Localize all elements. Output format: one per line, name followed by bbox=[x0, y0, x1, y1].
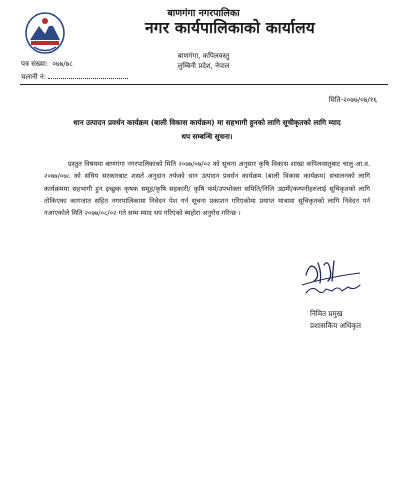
document-date: मिति-२०७७/०७/१६ bbox=[328, 96, 377, 104]
office-province: लुम्बिनी प्रदेश, नेपाल bbox=[177, 62, 230, 70]
subject-line-1: धान उत्पादन प्रवर्धन कार्यक्रम (बाली विकास कार्यक्रम) मा सहभागी हुनको लागि सूचीकृतको लागि म्याद bbox=[73, 118, 341, 127]
dispatch-number-label: चलानी नं: bbox=[21, 73, 47, 81]
dispatch-number-blank bbox=[48, 72, 128, 79]
municipality-name: बाणगंगा नगरपालिका bbox=[167, 8, 240, 19]
office-title: नगर कार्यपालिकाको कार्यालय bbox=[145, 19, 315, 37]
subject-line-2: थप सम्बन्धि सूचना। bbox=[181, 132, 233, 141]
signatory-name: निमित प्रमुख bbox=[310, 309, 343, 318]
dispatch-number bbox=[21, 72, 128, 82]
body-paragraph: प्रस्तुत विषयमा बाणगंगा नगरपालिकाको मिति २०७७/०७/०२ को सूचना अनुसार कृषि विकास शाखा कपिलवस्तुबाट चालु आ.व. २०७७/०७८ को संघिय सरकारबाट शसर्त अनुदान तर्फको धान उत्पादन प्रवर्धन कार्यक्रम (बाली विकास कार्यक्रम) संचालनको लागि कार्यक्रममा सहभागी हुन इच्छुक कृषक समूह/कृषि सहकारी/ कृषि फर्म/उपभोक्ता समिति/निजि उद्यमी/कम्पनीहरुलाई सूचिकृतको लागि तोकिएका कागजात सहित नगरपालिकामा निवेदन पेश गर्न सूचना प्रकाशन गरिएकोमा प्रयाप्त मात्रामा सूचिकृतको लागि निवेदन पर्न नआएकोले मिति २०७७/०८/०२ गते सम्म म्याद थप गरिएको ब्यहोरा अनुरोध गरिन्छ । bbox=[44, 160, 370, 218]
office-address: बाणगंगा, कपिलवस्तु bbox=[177, 52, 230, 60]
notice-body bbox=[44, 158, 370, 219]
letter-number-label: पत्र संख्या: bbox=[21, 60, 49, 68]
letter-number-value: ०७७/७८ bbox=[52, 60, 73, 68]
signatory-title: प्रशासकिय अधिकृत bbox=[310, 321, 361, 330]
handwritten-signature bbox=[298, 255, 368, 297]
letter-number bbox=[21, 60, 73, 69]
header-rule bbox=[20, 84, 388, 85]
subject bbox=[46, 116, 368, 144]
